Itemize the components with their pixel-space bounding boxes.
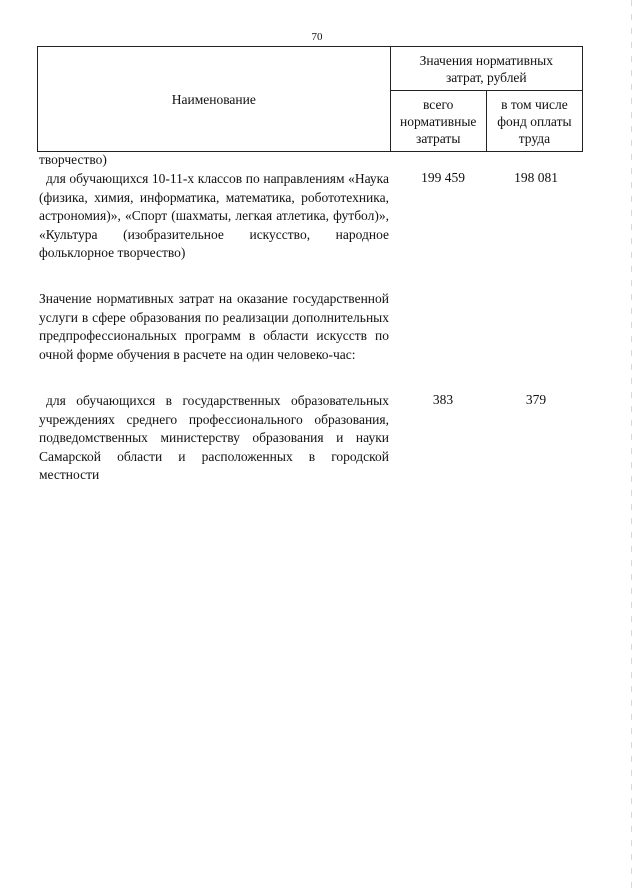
row2-description: для обучающихся в государственных образовательных учреждениях среднего профессионального образования, подведомственных министерству образования и науки Самарской области и расположенных в городской местности bbox=[39, 393, 389, 483]
fund-header-line1: в том числе bbox=[501, 96, 568, 112]
continuation-text: творчество) bbox=[39, 152, 107, 167]
wage-fund-header bbox=[486, 91, 582, 152]
page-number: 70 bbox=[311, 31, 323, 43]
row1-fund-value: 198 081 bbox=[514, 170, 558, 185]
total-header-line3: затраты bbox=[416, 130, 461, 146]
norm-costs-group-header bbox=[390, 47, 582, 91]
row2-total-value: 383 bbox=[432, 392, 454, 407]
row2-fund-value: 379 bbox=[525, 392, 547, 407]
section-description: Значение нормативных затрат на оказание государственной услуги в сфере образования по реализации дополнительных предпрофессиональных программ в области искусств по очной форме обучения в расчете на один человеко-час: bbox=[39, 291, 389, 362]
table-header bbox=[37, 46, 583, 152]
fund-header-line3: труда bbox=[518, 130, 551, 146]
row1-total-value: 199 459 bbox=[421, 170, 465, 185]
total-header-line1: всего bbox=[423, 96, 454, 112]
total-header-line2: нормативные bbox=[400, 113, 477, 129]
row1-description: для обучающихся 10-11-х классов по направлениям «Наука (физика, химия, информатика, математика, робототехника, астрономия)», «Спорт (шахматы, легкая атлетика, футбол)», «Культура (изобразительное искусство, народное фольклорное творчество) bbox=[39, 171, 389, 261]
total-costs-header bbox=[390, 91, 486, 152]
norm-costs-header-line2: затрат, рублей bbox=[445, 69, 527, 85]
fund-header-line2: фонд оплаты bbox=[497, 113, 572, 129]
norm-costs-header-line1: Значения нормативных bbox=[419, 52, 554, 68]
name-column-header: Наименование bbox=[38, 47, 391, 152]
scan-edge-artifact bbox=[631, 0, 632, 895]
